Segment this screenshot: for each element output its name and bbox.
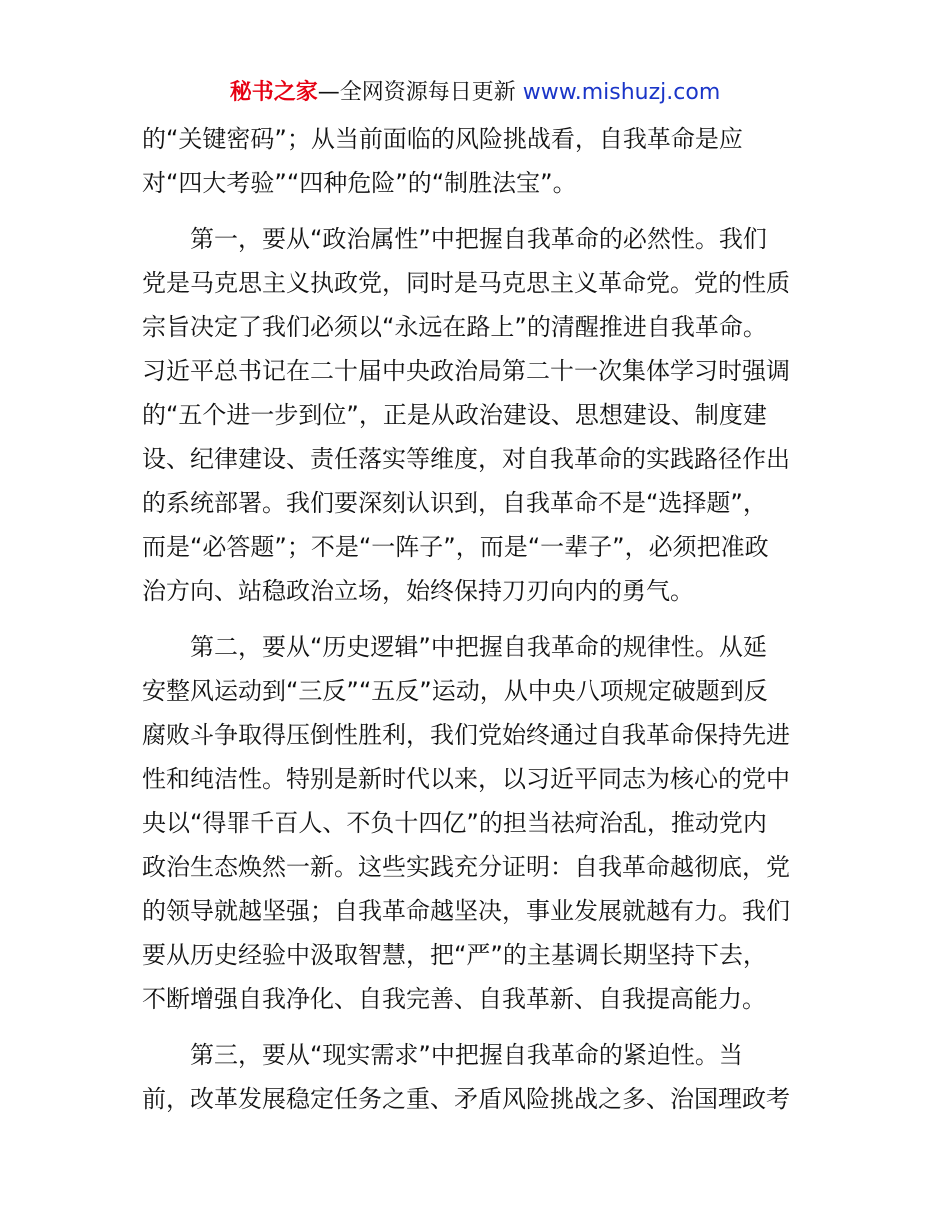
text-line: 不断增强自我净化、自我完善、自我革新、自我提高能力。 (142, 985, 766, 1013)
paragraph-third-point (142, 1033, 822, 1121)
site-url-link[interactable]: www.mishuzj.com (522, 80, 721, 105)
text-line: 的领导就越坚强；自我革命越坚决，事业发展就越有力。我们 (142, 897, 790, 925)
header-tagline: —全网资源每日更新 (317, 80, 523, 105)
text-line: 要从历史经验中汲取智慧，把“严”的主基调长期坚持下去， (142, 941, 767, 969)
text-line: 央以“得罪千百人、不负十四亿”的担当祛疴治乱，推动党内 (142, 809, 767, 837)
paragraph-first-point (142, 217, 822, 613)
paragraph-second-point (142, 625, 822, 1021)
document-body (142, 117, 822, 1121)
text-line: 设、纪律建设、责任落实等维度，对自我革命的实践路径作出 (142, 445, 790, 473)
text-line: 腐败斗争取得压倒性胜利，我们党始终通过自我革命保持先进 (142, 721, 790, 749)
text-line: 党是马克思主义执政党，同时是马克思主义革命党。党的性质 (142, 269, 790, 297)
text-line: 的系统部署。我们要深刻认识到，自我革命不是“选择题”， (142, 489, 767, 517)
text-line: 安整风运动到“三反”“五反”运动，从中央八项规定破题到反 (142, 677, 768, 705)
text-line: 第三，要从“现实需求”中把握自我革命的紧迫性。当 (190, 1041, 743, 1069)
brand-name: 秘书之家 (229, 80, 318, 105)
text-line: 性和纯洁性。特别是新时代以来，以习近平同志为核心的党中 (142, 765, 790, 793)
text-line: 第二，要从“历史逻辑”中把握自我革命的规律性。从延 (190, 633, 767, 661)
text-line: 前，改革发展稳定任务之重、矛盾风险挑战之多、治国理政考 (142, 1085, 790, 1113)
text-line: 治方向、站稳政治立场，始终保持刀刃向内的勇气。 (142, 577, 694, 605)
text-line: 而是“必答题”；不是“一阵子”，而是“一辈子”，必须把准政 (142, 533, 769, 561)
text-line: 的“关键密码”；从当前面临的风险挑战看，自我革命是应 (142, 125, 743, 153)
text-line: 宗旨决定了我们必须以“永远在路上”的清醒推进自我革命。 (142, 313, 767, 341)
text-line: 习近平总书记在二十届中央政治局第二十一次集体学习时强调 (142, 357, 790, 385)
text-line: 对“四大考验”“四种危险”的“制胜法宝”。 (142, 169, 577, 197)
text-line: 政治生态焕然一新。这些实践充分证明：自我革命越彻底，党 (142, 853, 790, 881)
paragraph-intro-continued (142, 117, 822, 205)
text-line: 的“五个进一步到位”，正是从政治建设、思想建设、制度建 (142, 401, 767, 429)
site-header (0, 76, 950, 110)
text-line: 第一，要从“政治属性”中把握自我革命的必然性。我们 (190, 225, 767, 253)
